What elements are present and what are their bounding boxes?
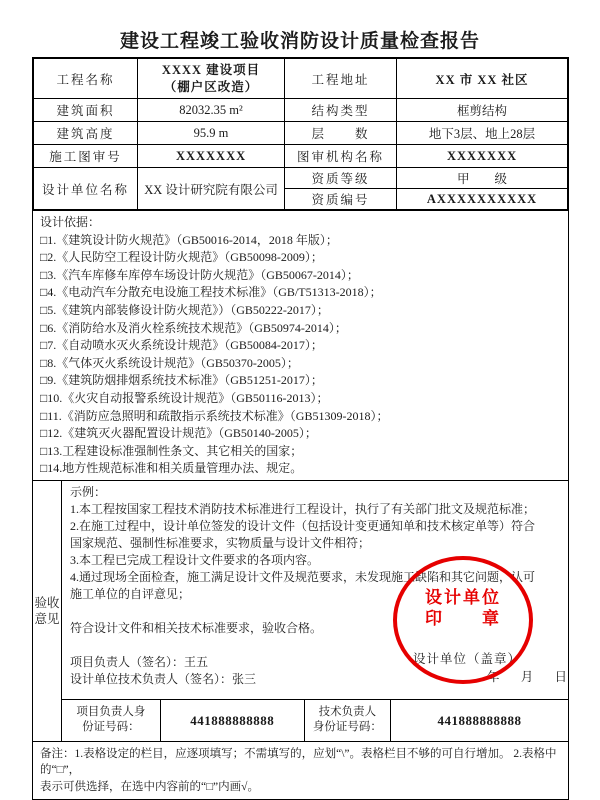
project-leader-id-label-line2: 份证号码： bbox=[82, 721, 140, 734]
acceptance-label bbox=[33, 481, 62, 741]
id-number-row bbox=[62, 699, 568, 741]
table-row bbox=[34, 168, 568, 189]
project-leader-id-value: 441888888888 bbox=[161, 700, 305, 741]
floors-value: 地下3层、地上28层 bbox=[397, 122, 568, 145]
basis-item-checkbox: □12.《建筑灭火器配置设计规范》（GB50140-2005）； bbox=[40, 426, 317, 441]
qualification-no-value: AXXXXXXXXXX bbox=[397, 189, 568, 210]
height-value: 95.9 m bbox=[138, 122, 285, 145]
area-value: 82032.35 m² bbox=[138, 99, 285, 122]
basis-item-checkbox: □11.《消防应急照明和疏散指示系统技术标准》（GB51309-2018）； bbox=[40, 408, 389, 423]
acceptance-label-line2: 意见 bbox=[34, 611, 60, 626]
design-basis-heading: 设计依据： bbox=[40, 215, 101, 229]
seal-caption: 设计单位（盖章） bbox=[413, 652, 522, 666]
opinion-line: 施工单位的自评意见； bbox=[70, 586, 191, 601]
stamp-text-line1: 设计单位 bbox=[425, 588, 501, 607]
tech-leader-id-label bbox=[305, 700, 391, 741]
basis-item-checkbox: □14.地方性规范标准和相关质量管理办法、规定。 bbox=[40, 461, 303, 476]
notes-section bbox=[33, 741, 568, 800]
review-no-label: 施工图审号 bbox=[34, 145, 138, 168]
opinion-line: 1.本工程按国家工程技术消防技术标准进行工程设计，执行了有关部门批文及规范标准； bbox=[70, 501, 536, 516]
table-row bbox=[34, 99, 568, 122]
page-title: 建设工程竣工验收消防设计质量检查报告 bbox=[119, 31, 480, 52]
opinion-line: 符合设计文件和相关技术标准要求，验收合格。 bbox=[70, 620, 323, 635]
design-unit-value: XX 设计研究院有限公司 bbox=[138, 168, 285, 210]
design-unit-stamp bbox=[393, 556, 533, 684]
design-unit-label: 设计单位名称 bbox=[34, 168, 138, 210]
review-org-value: XXXXXXX bbox=[397, 145, 568, 168]
stamp-text-line2: 印 章 bbox=[425, 609, 501, 628]
address-label: 工程地址 bbox=[284, 59, 396, 99]
qualification-level-label: 资质等级 bbox=[284, 168, 396, 189]
basis-item-checkbox: □10.《火灾自动报警系统设计规范》（GB50116-2013）； bbox=[40, 390, 329, 405]
project-name-line1: XXXX 建设项目 bbox=[161, 62, 261, 77]
basis-item-checkbox: □13.工程建设标准强制性条文、其它相关的国家； bbox=[40, 443, 303, 458]
opinion-line: 国家规范、强制性标准要求，实物质量与设计文件相符； bbox=[70, 535, 371, 550]
table-row bbox=[34, 145, 568, 168]
basis-item-checkbox: □9.《建筑防烟排烟系统技术标准》（GB51251-2017）； bbox=[40, 373, 323, 388]
tech-leader-id-value: 441888888888 bbox=[437, 712, 522, 728]
project-name-line2: （棚户区改造） bbox=[163, 79, 259, 94]
basis-item-checkbox: □4.《电动汽车分散充电设施工程技术标准》（GB/T51313-2018）； bbox=[40, 285, 382, 300]
structure-value: 框剪结构 bbox=[397, 99, 568, 122]
basis-item-checkbox: □6.《消防给水及消火栓系统技术规范》（GB50974-2014）； bbox=[40, 320, 347, 335]
project-leader-signature: 项目负责人（签名）：王五 bbox=[70, 654, 209, 669]
table-row bbox=[34, 59, 568, 99]
opinion-line: 4.通过现场全面检查，施工满足设计文件及规范要求，未发现施工缺陷和其它问题，认可 bbox=[70, 569, 536, 584]
date-day-label: 日 bbox=[554, 670, 567, 684]
tech-leader-signature: 设计单位技术负责人（签名）：张三 bbox=[70, 671, 257, 686]
info-table bbox=[33, 58, 568, 210]
opinion-line: 2.在施工过程中，设计单位签发的设计文件（包括设计变更通知单和技术核定单等）符合 bbox=[70, 518, 536, 533]
tech-leader-id-label-line2: 身份证号码： bbox=[312, 721, 382, 734]
review-org-label: 图审机构名称 bbox=[284, 145, 396, 168]
qualification-level-value: 甲 级 bbox=[397, 168, 568, 189]
height-label: 建筑高度 bbox=[34, 122, 138, 145]
table-row bbox=[34, 122, 568, 145]
design-basis-section bbox=[33, 210, 568, 480]
opinion-line: 示例： bbox=[70, 484, 107, 499]
opinion-line: 3.本工程已完成工程设计文件要求的各项内容。 bbox=[70, 552, 320, 567]
acceptance-label-line1: 验收 bbox=[34, 595, 60, 610]
area-label: 建筑面积 bbox=[34, 99, 138, 122]
floors-label: 层 数 bbox=[284, 122, 396, 145]
qualification-no-label: 资质编号 bbox=[284, 189, 396, 210]
address-value: XX 市 XX 社区 bbox=[397, 59, 568, 99]
review-no-value: XXXXXXX bbox=[138, 145, 285, 168]
basis-item-checkbox: □1.《建筑设计防火规范》（GB50016-2014，2018 年版）； bbox=[40, 232, 338, 247]
structure-label: 结构类型 bbox=[284, 99, 396, 122]
project-name-value bbox=[138, 59, 285, 99]
notes-line1: 备注：1.表格设定的栏目，应逐项填写；不需填写的，应划“\”。表格栏目不够的可自行增加。 2.表格中的“□”， bbox=[40, 747, 557, 777]
date-year-label: 年 bbox=[487, 670, 500, 684]
project-leader-id-label bbox=[62, 700, 161, 741]
basis-item-checkbox: □2.《人民防空工程设计防火规范》（GB50098-2009）； bbox=[40, 250, 323, 265]
notes-line2: 表示可供选择，在选中内容前的“□”内画√。 bbox=[40, 780, 259, 793]
date-month-label: 月 bbox=[520, 670, 534, 684]
basis-item-checkbox: □3.《汽车库修车库停车场设计防火规范》（GB50067-2014）； bbox=[40, 267, 359, 282]
basis-item-checkbox: □5.《建筑内部装修设计防火规范》）（GB50222-2017）； bbox=[40, 302, 329, 317]
basis-item-checkbox: □7.《自动喷水灭火系统设计规范》（GB50084-2017）； bbox=[40, 338, 323, 353]
project-name-label: 工程名称 bbox=[34, 59, 138, 99]
project-leader-id-label-line1: 项目负责人身 bbox=[76, 706, 146, 719]
basis-item-checkbox: □8.《气体灭火系统设计规范》（GB50370-2005）； bbox=[40, 355, 299, 370]
tech-leader-id-label-line1: 技术负责人 bbox=[318, 706, 377, 719]
report-form bbox=[32, 57, 569, 800]
